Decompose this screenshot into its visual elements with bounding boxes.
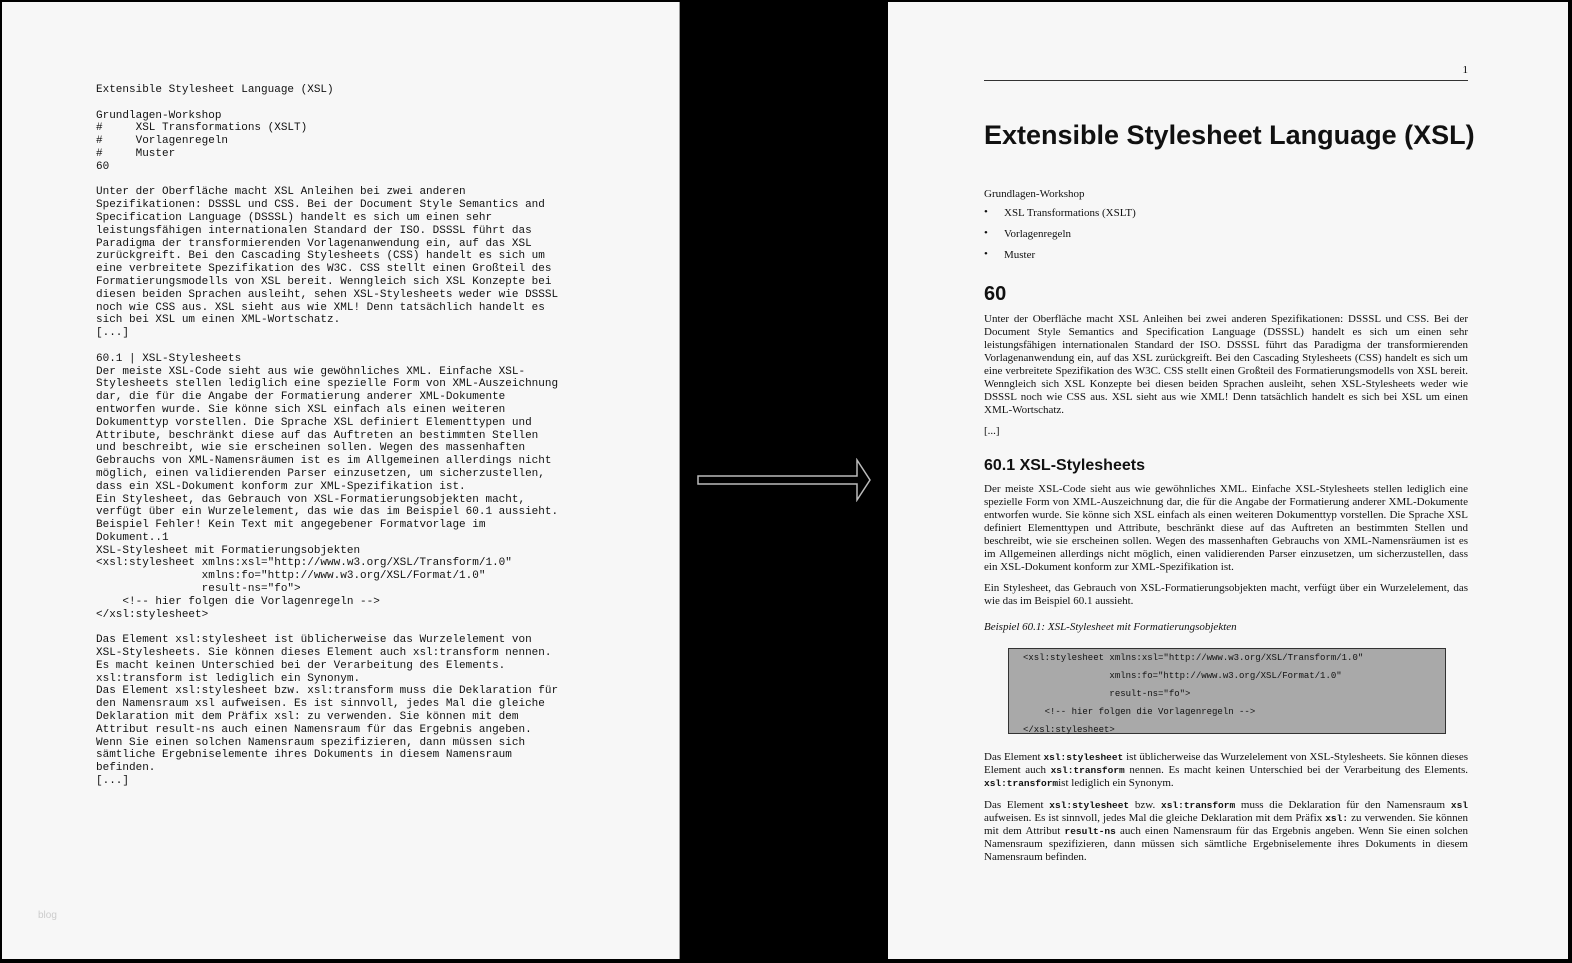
text-run: ist lediglich ein Synonym. xyxy=(1058,777,1174,789)
left-page-text: Extensible Stylesheet Language (XSL) Grundlagen-Workshop # XSL Transformations (XSLT) # Vorlagenregeln # Muster 60 Unter der Oberfläche macht XSL Anleihen bei zwei anderen Spezifikationen: DSSSL und CSS. Bei der Document Style Semantics and Specification Language (DSSSL) handelt es sich um einen sehr leistungsfähigen internationalen Standard der ISO. DSSSL führt das Paradigma der transformierenden Vorlagenanwendung ein, auf das XSL zurückgreift. Bei den Cascading Stylesheets (CSS) handelt es sich um eine verbreitete Spezifikation des W3C. CSS stellt einen Großteil des Formatierungsmodells von XSL bereit. Wenngleich sich XSL Konzepte bei diesen beiden Sprachen ausleiht, sehen XSL-Stylesheets weder wie DSSSL noch wie CSS aus. XSL sieht aus wie XML! Denn tatsächlich handelt es sich bei XSL um einen XML-Wortschatz. [...] 60.1 | XSL-Stylesheets Der meiste XSL-Code sieht aus wie gewöhnliches XML. Einfache XSL- Stylesheets stellen lediglich eine spezielle Form von XML-Auszeichnung dar, die für die Angabe der Formatierung anderer XML-Dokumente entworfen wurde. Sie könne sich XSL einfach als einen weiteren Dokumenttyp vorstellen. Die Sprache XSL definiert Elementtypen und Attribute, beschränkt diese auf das Auftreten an bestimmten Stellen und beschreibt, wie sie erscheinen sollen. Wegen des massenhaften Gebrauchs von XML-Namensräumen ist es im Allgemeinen allerdings nicht möglich, einen validierenden Parser einzusetzen, um sicherzustellen, dass ein XSL-Dokument konform zur XML-Spezifikation ist. Ein Stylesheet, das Gebrauch von XSL-Formatierungsobjekten macht, verfügt über ein Wurzelelement, das wie das im Beispiel 60.1 aussieht. Beispiel Fehler! Kein Text mit angegebener Formatvorlage im Dokument..1 XSL-Stylesheet mit Formatierungsobjekten <xsl:stylesheet xmlns:xsl="http://www.w3.org/XSL/Transform/1.0" xmlns:fo="http://www.w3.org/XSL/Format/1.0" result-ns="fo"> <!-- hier folgen die Vorlagenregeln --> </xsl:stylesheet> Das Element xsl:stylesheet ist üblicherweise das Wurzelelement von XSL-Stylesheets. Sie können dieses Element auch xsl:transform nennen. Es macht keinen Unterschied bei der Verarbeitung des Elements. xsl:transform ist lediglich ein Synonym. Das Element xsl:stylesheet bzw. xsl:transform muss die Deklaration für den Namensraum xsl aufweisen. Es ist sinnvoll, jedes Mal die gleiche Deklaration mit dem Präfix xsl: zu verwenden. Sie können mit dem Attribut result-ns auch einen Namensraum für das Ergebnis angeben. Wenn Sie einen solchen Namensraum spezifizieren, dann müssen sich sämtliche Ergebniselemente ihres Dokuments in diesem Namensraum befinden. [...] xyxy=(96,84,559,788)
right-arrow-icon xyxy=(697,458,873,502)
list-item: • XSL Transformations (XSLT) xyxy=(984,207,1468,228)
watermark: blog xyxy=(38,910,57,921)
paragraph-namespace xyxy=(984,799,1468,864)
bullet-list xyxy=(984,207,1468,270)
right-page-formatted xyxy=(888,2,1568,959)
code-result-ns: result-ns xyxy=(1064,826,1116,837)
text-run: auch einen Namensraum für das Ergebnis angeben. Wenn Sie einen solchen Namensraum spezifizieren, dann müssen sich sämtliche Ergebniselemente ihres Dokuments in diesem Namensraum befinden. xyxy=(984,825,1468,863)
ellipsis: [...] xyxy=(984,425,1000,437)
text-run: nennen. Es macht keinen Unterschied bei der Verarbeitung des Elements. xyxy=(1124,764,1468,776)
text-run: bzw. xyxy=(1129,799,1162,811)
paragraph-intro: Unter der Oberfläche macht XSL Anleihen bei zwei anderen Spezifikationen: DSSSL und CSS. Bei der Document Style Semantics and Specification Language (DSSSL) handelt es sich um einen sehr leistungsfähigen internationalen Standard der ISO. DSSSL führt das Paradigma der transformierenden Vorlagenanwendung ein, auf das XSL zurückgreift. Bei den Cascading Stylesheets (CSS) handelt es sich um eine verbreitete Spezifikation des W3C. CSS stellt einen Großteil des Formatierungsmodells von XSL bereit. Wenngleich sich XSL Konzepte bei diesen beiden Sprachen ausleiht, sehen XSL-Stylesheets weder wie DSSSL noch wie CSS aus. XSL sieht aus wie XML! Denn tatsächlich handelt es sich bei XSL um einen XML-Wortschatz. xyxy=(984,313,1468,416)
text-run: muss die Deklaration für den Namensraum xyxy=(1235,799,1451,811)
header-rule xyxy=(984,80,1468,81)
text-run: Das Element xyxy=(984,799,1050,811)
code-xsl-transform: xsl:transform xyxy=(984,778,1059,789)
paragraph-xsl-code: Der meiste XSL-Code sieht aus wie gewöhnliches XML. Einfache XSL-Stylesheets stellen lediglich eine spezielle Form von XML-Auszeichnung dar, die für die Angabe der Formatierung anderer XML-Dokumente entworfen wurde. Sie könne sich XSL einfach als einen weiteren Dokumenttyp vorstellen. Die Sprache XSL definiert Elementtypen und Attribute, beschränkt diese auf das Auftreten an bestimmten Stellen und beschreibt, wie sie erscheinen sollen. Wegen des massenhaften Gebrauchs von XML-Namensräumen ist es im Allgemeinen allerdings nicht möglich, einen validierenden Parser einzusetzen, um sicherzustellen, dass ein XSL-Dokument konform zur XML-Spezifikation ist. xyxy=(984,483,1468,573)
paragraph-root-element xyxy=(984,751,1468,790)
text-run: ist üblicherweise das Wurzelelement von XSL-Stylesheets. Sie können dieses Element auch xyxy=(984,751,1468,776)
example-caption: Beispiel 60.1: XSL-Stylesheet mit Formatierungsobjekten xyxy=(984,621,1237,633)
code-xsl-stylesheet: xsl:stylesheet xyxy=(1043,752,1124,763)
page-title: Extensible Stylesheet Language (XSL) xyxy=(984,120,1475,150)
code-xsl-transform: xsl:transform xyxy=(1050,765,1125,776)
section-heading-60-1: 60.1 XSL-Stylesheets xyxy=(984,457,1145,474)
list-item: • Muster xyxy=(984,249,1468,270)
section-heading-60: 60 xyxy=(984,283,1007,305)
code-xsl-stylesheet: xsl:stylesheet xyxy=(1049,800,1130,811)
text-run: aufweisen. Es ist sinnvoll, jedes Mal die gleiche Deklaration mit dem Präfix xyxy=(984,812,1326,824)
page-number: 1 xyxy=(1462,64,1468,76)
code-xsl-transform: xsl:transform xyxy=(1161,800,1236,811)
code-xsl: xsl xyxy=(1450,800,1468,811)
paragraph-stylesheet: Ein Stylesheet, das Gebrauch von XSL-Formatierungsobjekten macht, verfügt über ein Wurzelelement, das wie das im Beispiel 60.1 aussieht. xyxy=(984,582,1468,607)
text-run: zu verwenden. Sie können mit dem Attribut xyxy=(984,812,1468,837)
list-item: • Vorlagenregeln xyxy=(984,228,1468,249)
left-page-plain-text xyxy=(2,2,680,959)
text-run: Das Element xyxy=(984,751,1044,763)
subtitle: Grundlagen-Workshop xyxy=(984,188,1085,200)
code-example-box: <xsl:stylesheet xmlns:xsl="http://www.w3.org/XSL/Transform/1.0" xmlns:fo="http://www.w3.org/XSL/Format/1.0" result-ns="fo"> <!-- hier folgen die Vorlagenregeln --> </xsl:stylesheet> xyxy=(1008,648,1446,734)
code-xsl-prefix: xsl: xyxy=(1325,813,1349,824)
